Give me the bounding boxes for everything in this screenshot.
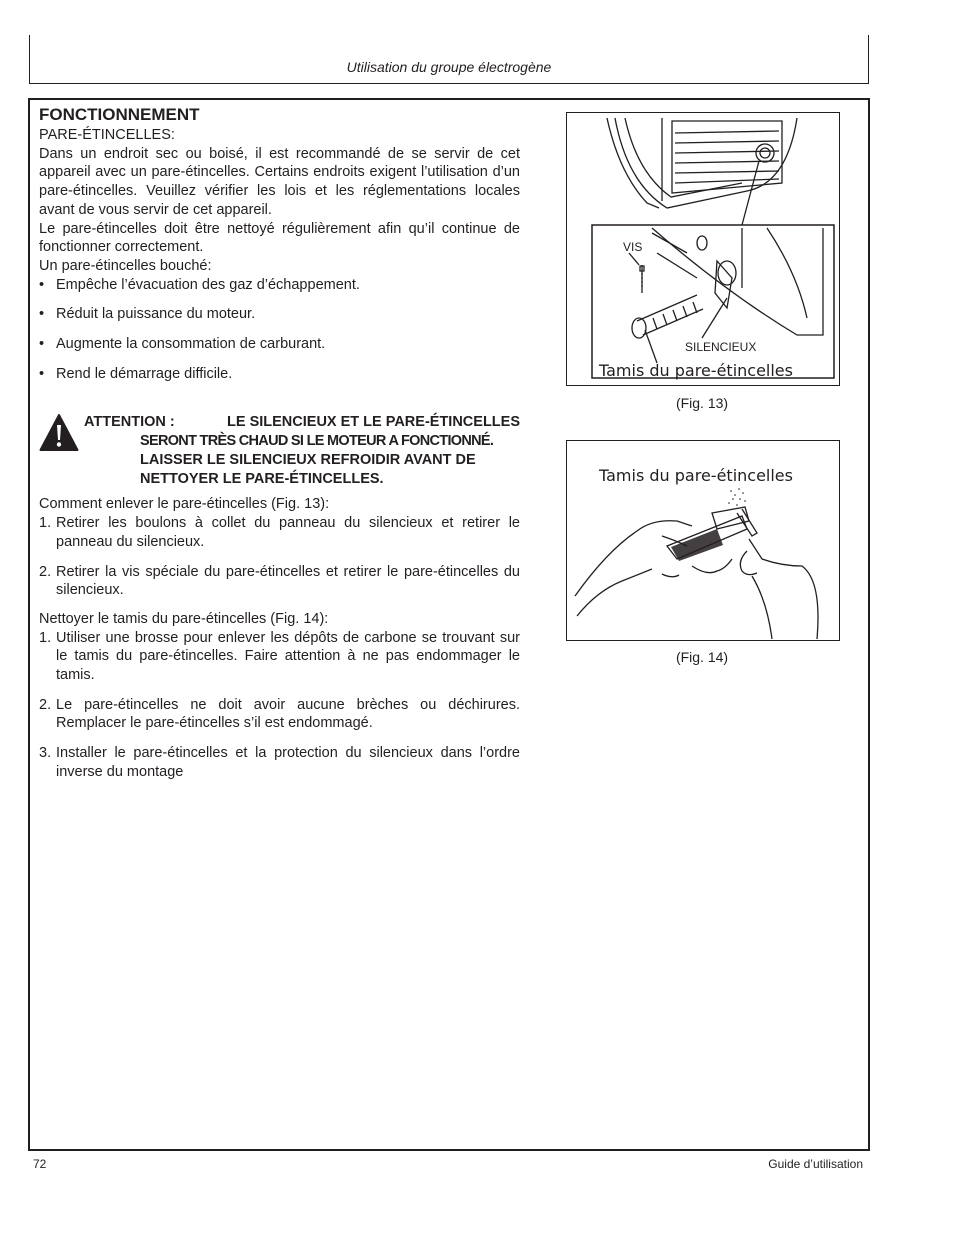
list-item: • Réduit la puissance du moteur. [39,306,256,323]
label-screen: Tamis du pare-étincelles [599,466,793,485]
page-number: 72 [33,1157,47,1171]
warning-label: ATTENTION : [84,414,175,431]
clogged-list [39,276,520,384]
muffler-illustration [567,113,838,384]
label-screen: Tamis du pare-étincelles [599,361,793,380]
bullet: • [39,276,45,293]
list-item: • Rend le démarrage difficile. [39,365,233,382]
cleaning-step: 2. Le pare-étincelles ne doit avoir aucune brèches ou déchirures. Remplacer le pare-étincelles s’il est endommagé. [39,696,520,732]
caption-fig13: (Fig. 13) [675,395,729,411]
warning-icon [39,413,79,453]
cleaning-illustration [567,441,838,639]
removal-title: Comment enlever le pare-étincelles (Fig. 13): [39,496,330,513]
bullet: • [39,336,45,353]
label-screw: VIS [623,240,643,254]
caption-fig14: (Fig. 14) [675,649,729,665]
intro-paragraph: Dans un endroit sec ou boisé, il est recommandé de se servir de cet appareil avec un pare-étincelles. Certains endroits exigent l’utilisation d’un pare-étincelles. Veuillez vérifier les lois et les réglementations locales avant de vous servir de cet appareil. [39,145,520,218]
section-heading: FONCTIONNEMENT [39,105,200,124]
bullet: • [39,365,45,382]
clogged-title: Un pare-étincelles bouché: [39,257,212,274]
cleaning-title: Nettoyer le tamis du pare-étincelles (Fig. 14): [39,610,329,627]
figure-13 [566,112,840,386]
footer-guide: Guide d’utilisation [768,1157,863,1171]
warning-text: ATTENTION : LE SILENCIEUX ET LE PARE-ÉTINCELLES SERONT TRÈS CHAUD SI LE MOTEUR A FONCTIONNÉ. LAISSER LE SILENCIEUX REFROIDIR AVANT DE NETTOYER LE PARE-ÉTINCELLES. [84,414,520,487]
label-muffler: SILENCIEUX [685,340,757,354]
warning-block [39,413,520,487]
header-title: Utilisation du groupe électrogène [346,59,552,75]
list-item: • Empêche l’évacuation des gaz d’échappement. [39,276,360,293]
list-item: • Augmente la consommation de carburant. [39,336,326,353]
removal-step: 1. Retirer les boulons à collet du panneau du silencieux et retirer le panneau du silencieux. [39,515,520,550]
sub-heading: PARE-ÉTINCELLES: [39,127,175,143]
text-column [39,104,520,782]
figure-14 [566,440,840,641]
cleaning-step: 1. Utiliser une brosse pour enlever les dépôts de carbone se trouvant sur le tamis du pare-étincelles. Faire attention à ne pas endommager le tamis. [39,629,520,684]
removal-step: 2. Retirer la vis spéciale du pare-étincelles et retirer le pare-étincelles du silencieux. [39,563,520,599]
cleaning-step: 3. Installer le pare-étincelles et la protection du silencieux dans l’ordre inverse du montage [39,745,520,780]
page-header [29,35,869,84]
bullet: • [39,306,45,323]
cleaning-note: Le pare-étincelles doit être nettoyé régulièrement afin qu’il continue de fonctionner correctement. [39,220,520,256]
